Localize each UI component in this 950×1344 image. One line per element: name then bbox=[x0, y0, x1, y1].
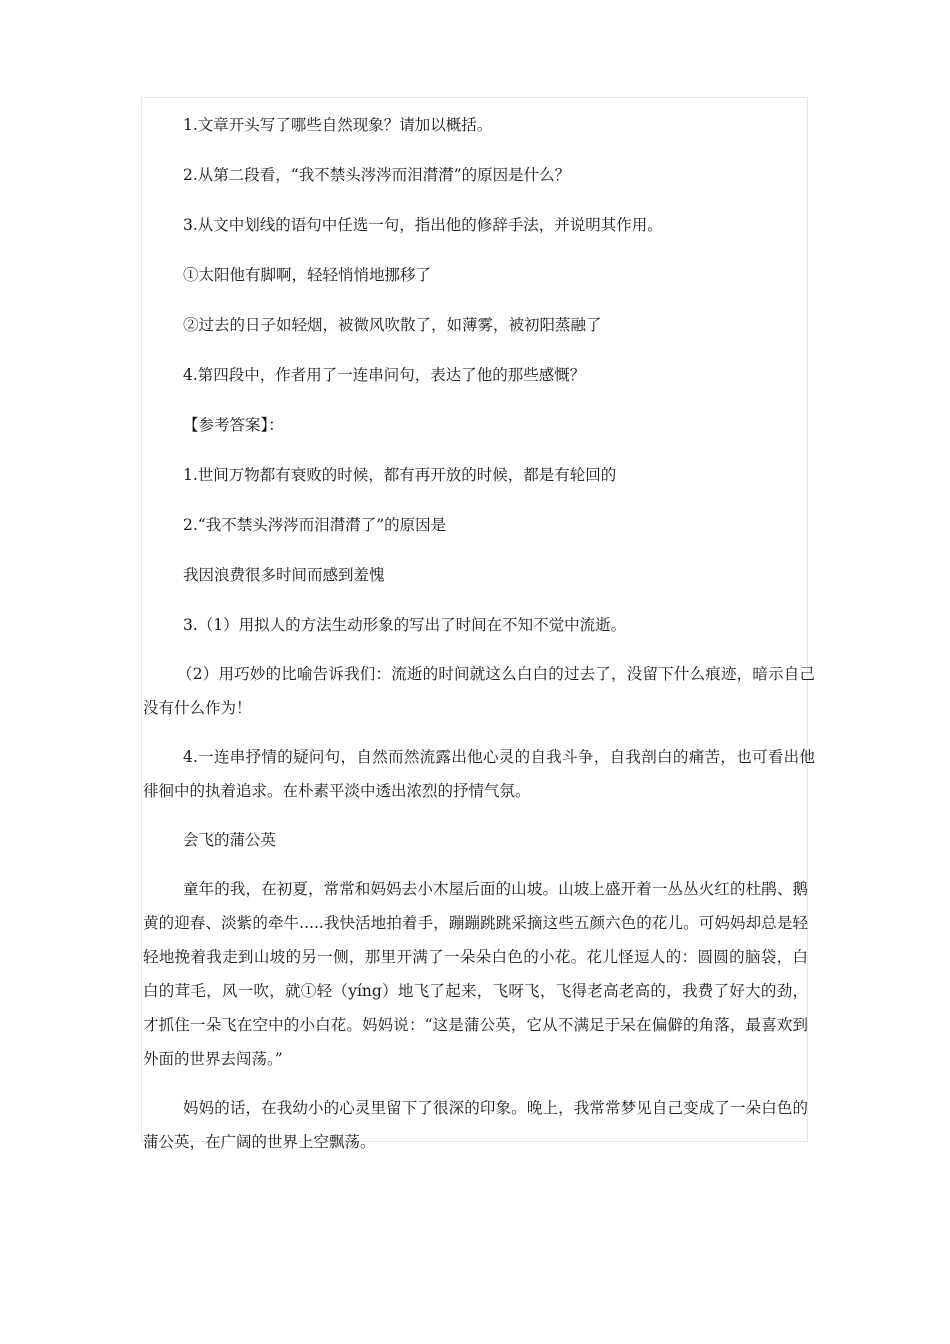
answers-heading: 【参考答案】： bbox=[183, 416, 284, 434]
answer-3-part-1: 3.（1）用拟人的方法生动形象的写出了时间在不知不觉中流逝。 bbox=[183, 616, 627, 634]
story-paragraph-1: 童年的我，在初夏，常常和妈妈去小木屋后面的山坡。山坡上盛开着一丛丛火红的杜鹃、鹅黄的迎春、淡紫的牵牛.....我快活地拍着手，蹦蹦跳跳采摘这些五颜六色的花儿。可妈妈却总是轻轻地挽着我走到山坡的另一侧，那里开满了一朵朵白色的小花。花儿怪逗人的：圆圆的脑袋，白白的茸毛，风一吹，就①轻（yíng）地飞了起来，飞呀飞，飞得老高老高的，我费了好大的劲，才抓住一朵飞在空中的小白花。妈妈说：“这是蒲公英，它从不满足于呆在偏僻的角落，最喜欢到外面的世界去闯荡。” bbox=[143, 880, 808, 1068]
story-paragraph-2: 妈妈的话，在我幼小的心灵里留下了很深的印象。晚上，我常常梦见自己变成了一朵白色的蒲公英，在广阔的世界上空飘荡。 bbox=[143, 1099, 808, 1151]
story-title: 会飞的蒲公英 bbox=[183, 831, 277, 849]
answer-2-line-2: 我因浪费很多时间而感到羞愧 bbox=[183, 566, 385, 584]
answer-1: 1.世间万物都有衰败的时候，都有再开放的时候，都是有轮回的 bbox=[183, 466, 617, 484]
question-1: 1.文章开头写了哪些自然现象？请加以概括。 bbox=[183, 116, 493, 134]
question-3-option-1: ①太阳他有脚啊，轻轻悄悄地挪移了 bbox=[183, 266, 432, 284]
question-3: 3.从文中划线的语句中任选一句，指出他的修辞手法，并说明其作用。 bbox=[183, 216, 663, 234]
question-4: 4.第四段中，作者用了一连串问句，表达了他的那些感慨？ bbox=[183, 366, 586, 384]
answer-3-part-2: （2）用巧妙的比喻告诉我们：流逝的时间就这么白白的过去了，没留下什么痕迹，暗示自己没有什么作为！ bbox=[143, 665, 815, 717]
question-3-option-2: ②过去的日子如轻烟，被微风吹散了，如薄雾，被初阳蒸融了 bbox=[183, 316, 602, 334]
answer-2-line-1: 2.“我不禁头涔涔而泪潸潸了”的原因是 bbox=[183, 516, 447, 534]
document-body bbox=[143, 108, 815, 1159]
answer-4: 4.一连串抒情的疑问句，自然而然流露出他心灵的自我斗争，自我剖白的痛苦，也可看出他徘徊中的执着追求。在朴素平淡中透出浓烈的抒情气氛。 bbox=[143, 748, 815, 800]
question-2: 2.从第二段看，“我不禁头涔涔而泪潸潸”的原因是什么？ bbox=[183, 166, 571, 184]
